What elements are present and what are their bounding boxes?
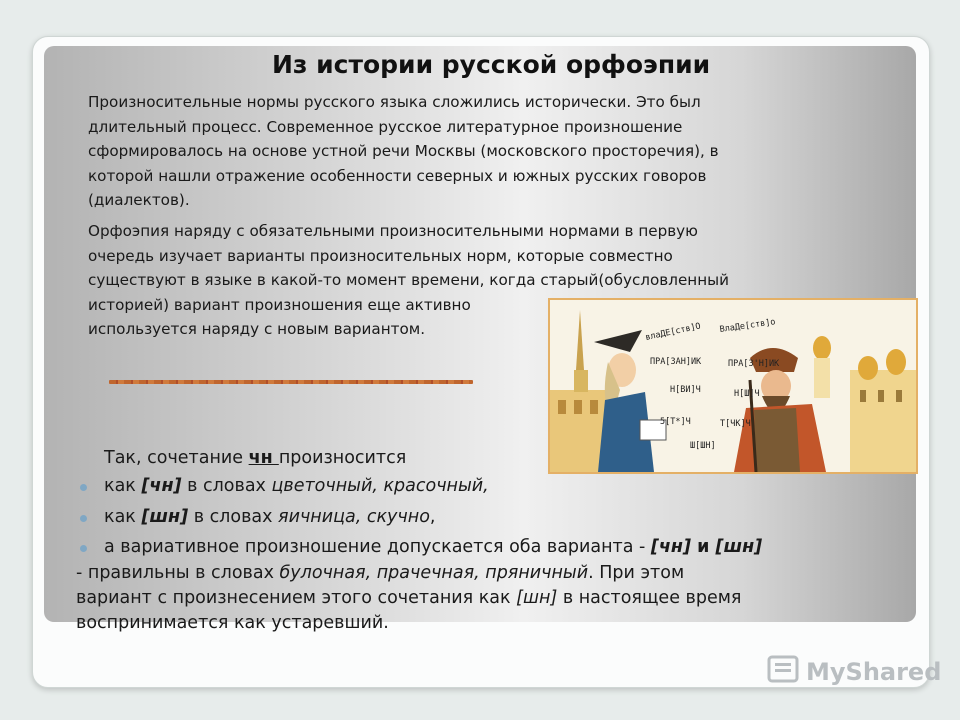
bullet-text: воспринимается как устаревший. <box>76 613 389 633</box>
bullet-dot <box>80 484 87 491</box>
slide-title: Из истории русской орфоэпии <box>272 50 711 79</box>
paragraph-line: используется наряду с новым вариантом. <box>88 320 426 338</box>
bullet-term: [шн] <box>141 507 189 527</box>
paragraph-history <box>88 90 719 213</box>
bullet-text: в словах <box>181 476 272 496</box>
svg-text:Ш[ШН]: Ш[ШН] <box>690 441 716 451</box>
svg-text:5[Т*]Ч: 5[Т*]Ч <box>660 417 691 427</box>
svg-text:ПРА[З'Н]ИК: ПРА[З'Н]ИК <box>728 359 780 369</box>
bullet-text: как <box>104 507 142 527</box>
myshared-logo-icon <box>766 654 800 690</box>
paragraph-line: существуют в языке в какой-то момент времени, когда старый(обусловленный <box>88 271 730 289</box>
paragraph-line: историей) вариант произношения еще активно <box>88 295 471 314</box>
watermark-text: MyShared <box>806 658 942 686</box>
bullet-words: яичница, скучно <box>278 507 430 527</box>
bullet-term: [шн] <box>516 588 558 608</box>
bullet-text: в словах <box>188 507 279 527</box>
bullet-text: вариант с произнесением этого сочетания как <box>76 588 517 608</box>
paragraph-line: сформировалось на основе устной речи Москвы (московского просторечия), в <box>88 142 719 160</box>
bullet-text: и <box>691 537 716 557</box>
bullet-term: [чн] <box>650 537 692 557</box>
bullet-term: [шн] <box>715 537 763 557</box>
intro-text: Так, сочетание <box>104 448 249 468</box>
myshared-watermark <box>766 654 941 690</box>
paragraph-line: очередь изучает варианты произносительных норм, которые совместно <box>88 246 673 265</box>
bullet-item-variant-line <box>76 588 741 608</box>
bullet-words: цветочный, красочный, <box>271 476 489 496</box>
bullet-text: . При этом <box>588 563 685 583</box>
bullet-item-variant <box>104 537 762 557</box>
svg-text:влаДЕ[ств]О: влаДЕ[ств]О <box>644 321 702 343</box>
svg-text:ВлаДе[ств]о: ВлаДе[ств]о <box>719 317 777 335</box>
bullet-text: в настоящее время <box>557 588 742 608</box>
paragraph-line: Произносительные нормы русского языка сложились исторически. Это был <box>88 93 701 111</box>
bullet-text: - правильны в словах <box>76 563 280 583</box>
bullet-text: , <box>429 507 436 527</box>
intro-term: чн <box>248 448 279 468</box>
intro-text: произносится <box>278 448 407 468</box>
bullet-words: булочная, прачечная, пряничный <box>279 563 589 583</box>
bullet-dot <box>80 515 87 522</box>
svg-text:Н[Ш]Ч: Н[Ш]Ч <box>734 389 760 399</box>
paragraph-line: которой нашли отражение особенности северных и южных русских говоров <box>88 166 707 185</box>
bullet-term: [чн] <box>141 476 182 496</box>
bullet-item-chn <box>104 476 489 496</box>
bullet-text: как <box>104 476 142 496</box>
svg-text:Н[ВИ]Ч: Н[ВИ]Ч <box>670 385 701 395</box>
bullet-text: а вариативное произношение допускается оба варианта - <box>104 537 651 557</box>
two-men-speaking-illustration <box>548 298 918 474</box>
intro-line <box>104 448 406 468</box>
decorative-divider <box>109 380 473 384</box>
svg-text:ПРА[ЗАН]ИК: ПРА[ЗАН]ИК <box>650 357 702 367</box>
bullet-dot <box>80 545 87 552</box>
paragraph-line: длительный процесс. Современное русское литературное произношение <box>88 117 683 136</box>
bullet-item-shn <box>104 507 435 527</box>
bullet-item-variant-line <box>76 613 389 633</box>
paragraph-line: Орфоэпия наряду с обязательными произносительными нормами в первую <box>88 222 698 240</box>
svg-text:Т[ЧК]Ч: Т[ЧК]Ч <box>720 419 751 429</box>
paragraph-line: (диалектов). <box>88 191 190 209</box>
bullet-item-variant-line <box>76 563 684 583</box>
